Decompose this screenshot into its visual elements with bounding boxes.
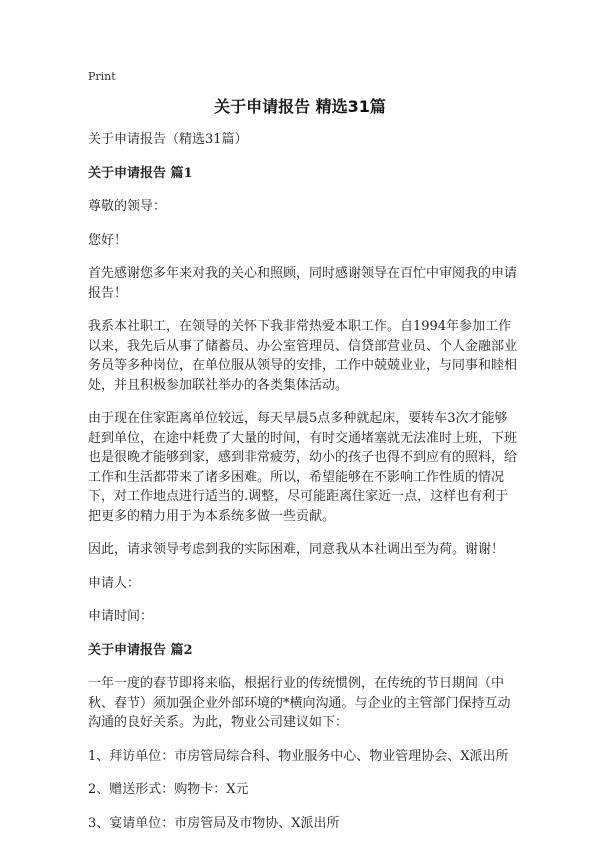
paragraph: 一年一度的春节即将来临，根据行业的传统惯例，在传统的节日期间（中秋、春节）须加强企业外部环境的*横向沟通。与企业的主管部门保持互动沟通的良好关系。为此，物业公司建议如下： (88, 676, 511, 730)
paragraph: 我系本社职工，在领导的关怀下我非常热爱本职工作。自1994年参加工作以来，我先后从事了储蓄员、办公室管理员、信贷部营业员、个人金融部业务员等多种岗位，在单位服从领导的安排，工作中兢兢业业，与同事和睦相处，并且积极参加联社举办的各类集体活动。 (88, 319, 518, 393)
paragraph: 首先感谢您多年来对我的关心和照顾，同时感谢领导在百忙中审阅我的申请报告！ (88, 266, 518, 301)
list-item: 3、宴请单位：市房管局及市物协、X派出所 (88, 815, 340, 831)
doc-subtitle: 关于申请报告（精选31篇） (88, 132, 248, 147)
date-line: 申请时间： (88, 609, 154, 624)
paragraph: 因此，请求领导考虑到我的实际困难，同意我从本社调出至为荷。谢谢！ (88, 542, 505, 557)
section1-heading: 关于申请报告 篇1 (88, 165, 193, 181)
applicant-line: 申请人： (88, 575, 141, 591)
salutation: 尊敬的领导： (88, 199, 167, 214)
section2-heading: 关于申请报告 篇2 (88, 642, 193, 658)
list-item: 1、拜访单位：市房管局综合科、物业服务中心、物业管理协会、X派出所 (88, 748, 509, 764)
document-body (88, 130, 520, 847)
greeting: 您好！ (88, 232, 128, 248)
list-item: 2、赠送形式：购物卡：X元 (88, 782, 249, 797)
page-title: 关于申请报告 精选31篇 (214, 97, 386, 116)
paragraph: 由于现在住家距离单位较远，每天早晨5点多种就起床，要转车3次才能够赶到单位，在途中耗费了大量的时间，有时交通堵塞就无法准时上班，下班也是很晚才能够到家，感到非常疲劳，幼小的孩子也得不到应有的照料，给工作和生活都带来了诸多困难。所以，希望能够在不影响工作性质的情况下，对工作地点进行适当的.调整，尽可能距离住家近一点，这样也有利于把更多的精力用于为本系统多做一些贡献。 (88, 411, 518, 524)
print-link[interactable]: Print (88, 70, 116, 83)
